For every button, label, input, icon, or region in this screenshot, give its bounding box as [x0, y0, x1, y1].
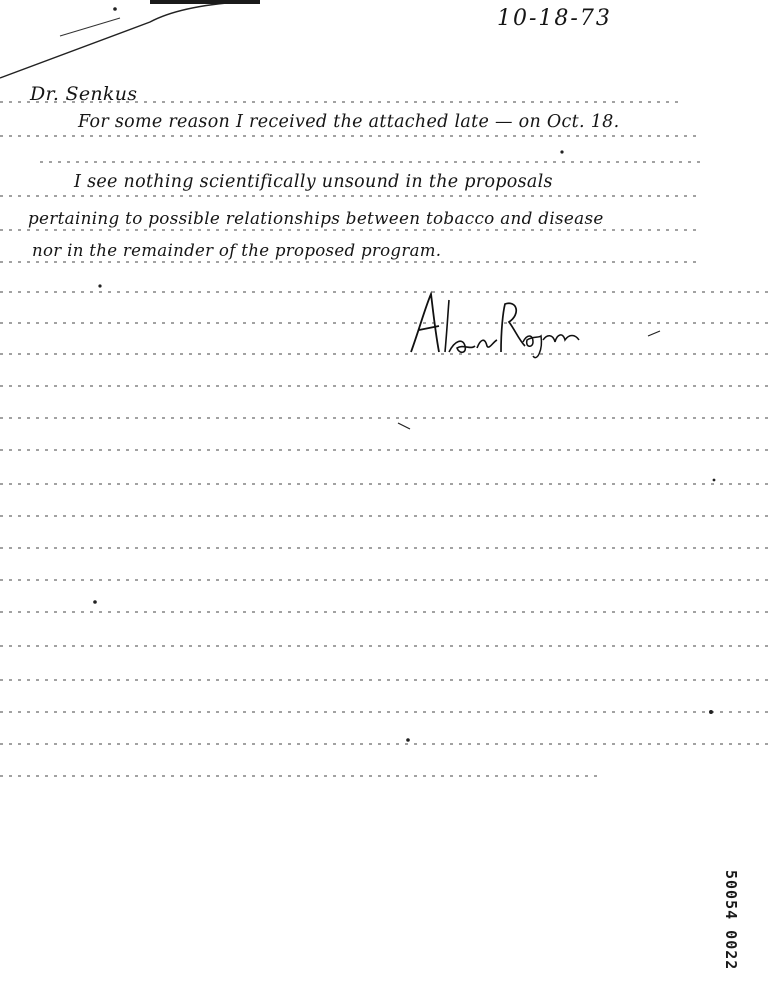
paragraph-2-line-2: pertaining to possible relationships between tobacco and disease: [28, 208, 604, 228]
signature: [405, 290, 585, 360]
signature-scrawl: [405, 290, 585, 360]
paragraph-2-line-1: I see nothing scientifically unsound in the proposals: [74, 172, 553, 192]
paragraph-1: For some reason I received the attached late — on Oct. 18.: [78, 112, 620, 132]
salutation: Dr. Senkus: [30, 83, 138, 105]
paragraph-2-line-3: nor in the remainder of the proposed program.: [32, 241, 442, 260]
letter-date: 10-18-73: [497, 6, 612, 31]
bates-number: 50054 0022: [722, 870, 740, 971]
